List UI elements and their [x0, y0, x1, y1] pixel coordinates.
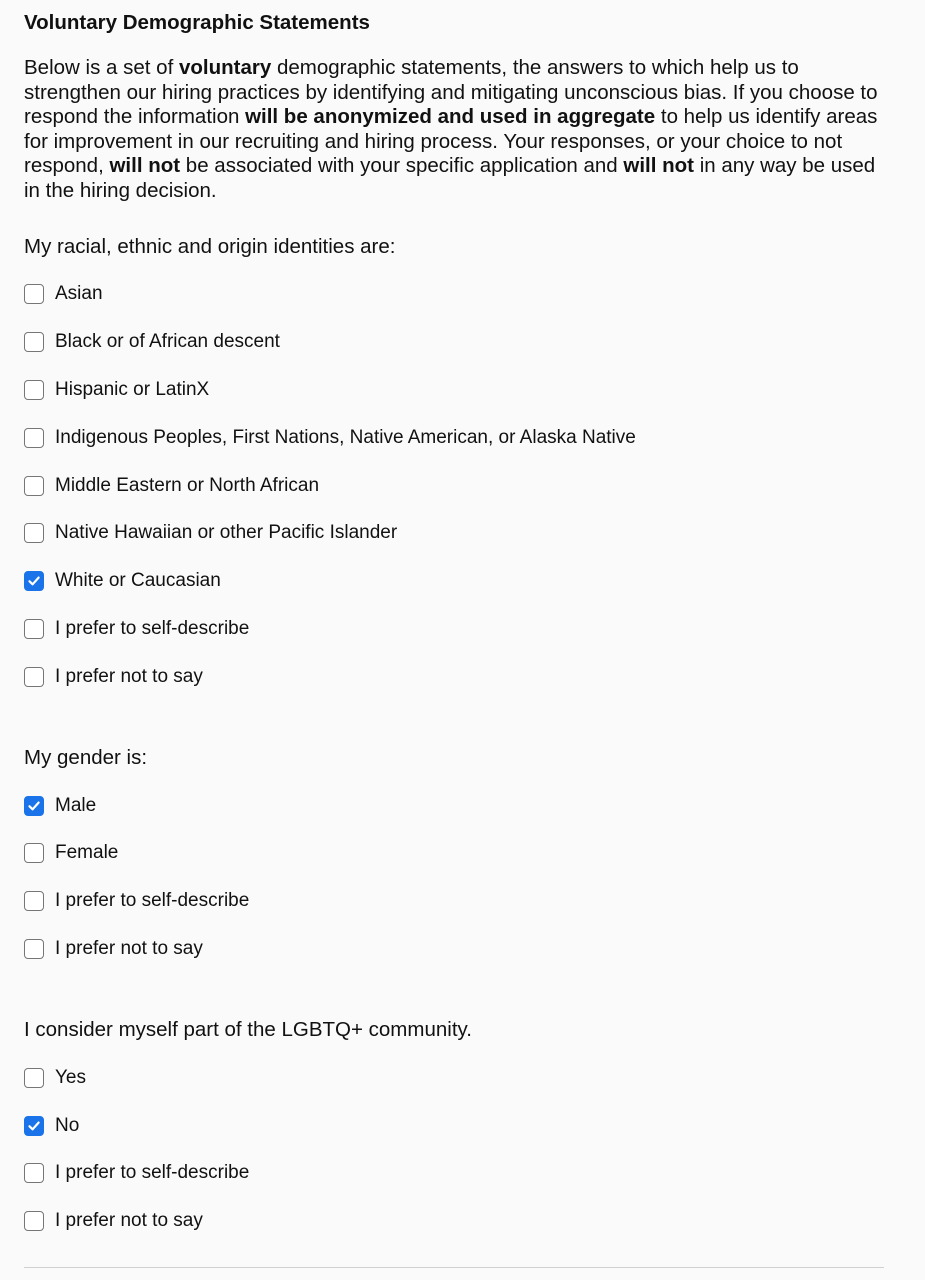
- checkbox[interactable]: [24, 619, 44, 639]
- option-row: [24, 462, 884, 510]
- option-label[interactable]: Hispanic or LatinX: [55, 379, 210, 401]
- option-row: [24, 366, 884, 414]
- intro-paragraph: [24, 56, 884, 204]
- checkbox[interactable]: [24, 891, 44, 911]
- checkbox[interactable]: [24, 523, 44, 543]
- intro-emphasis: will not: [623, 154, 694, 178]
- question-prompt: My racial, ethnic and origin identities are:: [24, 234, 396, 258]
- option-row: [24, 1054, 884, 1102]
- checkbox[interactable]: [24, 939, 44, 959]
- option-label[interactable]: White or Caucasian: [55, 570, 221, 592]
- checkbox[interactable]: [24, 571, 44, 591]
- checkmark-icon: [27, 574, 41, 588]
- checkbox[interactable]: [24, 843, 44, 863]
- intro-segment: Below is a set of: [24, 56, 179, 79]
- checkmark-icon: [27, 1119, 41, 1133]
- option-row: [24, 605, 884, 653]
- option-row: [24, 271, 884, 319]
- option-label[interactable]: Female: [55, 842, 119, 864]
- checkmark-icon: [27, 799, 41, 813]
- intro-segment: be associated with your specific application and: [180, 154, 624, 178]
- option-row: [24, 877, 884, 925]
- option-row: [24, 1150, 884, 1198]
- option-label[interactable]: I prefer to self-describe: [55, 618, 250, 640]
- checkbox[interactable]: [24, 667, 44, 687]
- option-row: [24, 414, 884, 462]
- option-label[interactable]: I prefer to self-describe: [55, 890, 250, 912]
- gender-question: [24, 745, 884, 973]
- checkbox[interactable]: [24, 332, 44, 352]
- option-row: [24, 318, 884, 366]
- checkbox[interactable]: [24, 476, 44, 496]
- option-label[interactable]: Middle Eastern or North African: [55, 474, 320, 496]
- option-label[interactable]: Native Hawaiian or other Pacific Islander: [55, 522, 398, 544]
- question-prompt: I consider myself part of the LGBTQ+ community.: [24, 1017, 472, 1041]
- section-title: Voluntary Demographic Statements: [24, 11, 370, 34]
- intro-emphasis: will be anonymized and used in aggregate: [245, 105, 656, 129]
- checkbox[interactable]: [24, 1163, 44, 1183]
- race-ethnicity-question: [24, 234, 884, 701]
- intro-emphasis: will not: [109, 154, 181, 178]
- option-row: [24, 1197, 884, 1245]
- lgbtq-question: [24, 1017, 884, 1245]
- question-prompt: My gender is:: [24, 745, 148, 769]
- option-row: [24, 830, 884, 878]
- option-label[interactable]: Indigenous Peoples, First Nations, Native American, or Alaska Native: [55, 426, 636, 448]
- checkbox[interactable]: [24, 1068, 44, 1088]
- intro-emphasis: voluntary: [178, 56, 272, 79]
- checkbox[interactable]: [24, 796, 44, 816]
- option-label[interactable]: I prefer not to say: [55, 1210, 203, 1232]
- option-label[interactable]: Yes: [55, 1066, 86, 1088]
- checkbox[interactable]: [24, 380, 44, 400]
- checkbox[interactable]: [24, 1116, 44, 1136]
- checkbox[interactable]: [24, 428, 44, 448]
- option-label[interactable]: Black or of African descent: [55, 331, 280, 353]
- option-label[interactable]: I prefer not to say: [55, 665, 203, 687]
- lgbtq-options: [24, 1054, 884, 1245]
- option-label[interactable]: Male: [55, 794, 97, 816]
- option-label[interactable]: No: [55, 1114, 80, 1136]
- option-row: [24, 925, 884, 973]
- option-row: [24, 510, 884, 558]
- intro-segment: to help us identify areas for improvement in our recruiting and hiring process. Your responses, or your choice to not respond,: [24, 105, 878, 178]
- demographic-form: [24, 10, 884, 1245]
- section-divider: [24, 1267, 884, 1268]
- option-row: [24, 1102, 884, 1150]
- option-label[interactable]: I prefer not to say: [55, 938, 203, 960]
- gender-options: [24, 782, 884, 973]
- intro-segment: in any way be used in the hiring decision.: [24, 154, 876, 202]
- option-row: [24, 653, 884, 701]
- checkbox[interactable]: [24, 284, 44, 304]
- option-row: [24, 782, 884, 830]
- checkbox[interactable]: [24, 1211, 44, 1231]
- race-ethnicity-options: [24, 271, 884, 701]
- option-label[interactable]: I prefer to self-describe: [55, 1162, 250, 1184]
- option-row: [24, 557, 884, 605]
- intro-segment: demographic statements, the answers to which help us to strengthen our hiring practices by identifying and mitigating unconscious bias. If you choose to respond the information: [24, 56, 878, 129]
- option-label[interactable]: Asian: [55, 283, 103, 305]
